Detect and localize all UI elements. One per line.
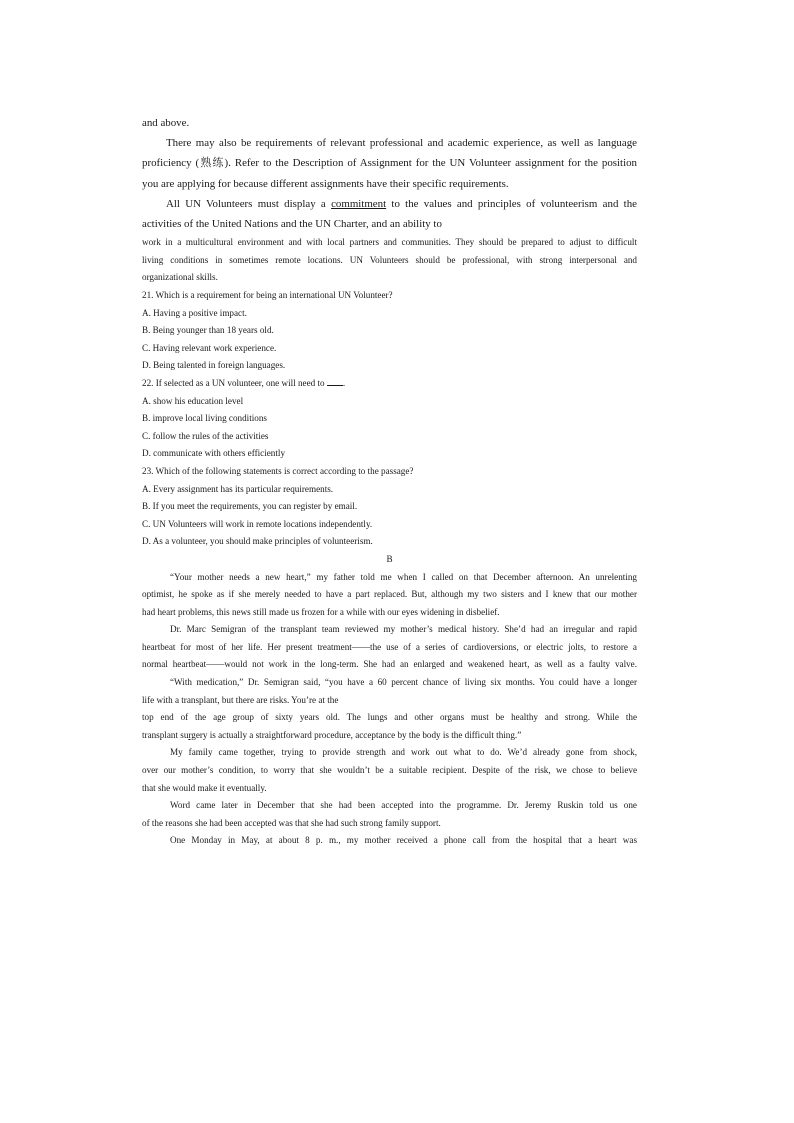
- answer-option: A. show his education level: [142, 395, 244, 406]
- paragraph-line: One Monday in May, at about 8 p. m., my mother received a phone call from the hospital that a heart was: [170, 835, 637, 846]
- paragraph-line: My family came together, trying to provide strength and work out what to do. We’d already gone from shock,: [170, 747, 637, 758]
- paragraph-line: organizational skills.: [142, 272, 218, 283]
- paragraph-line: “Your mother needs a new heart,” my father told me when I called on that December afternoon. An unrelenting: [170, 571, 637, 582]
- answer-option: C. Having relevant work experience.: [142, 342, 277, 353]
- paragraph-line: and above.: [142, 117, 190, 129]
- question-block: [142, 287, 637, 551]
- paragraph-line: Dr. Marc Semigran of the transplant team reviewed my mother’s medical history. She’d had an irregular and rapid: [170, 624, 637, 635]
- answer-option: C. UN Volunteers will work in remote locations independently.: [142, 518, 373, 529]
- answer-option: C. follow the rules of the activities: [142, 430, 269, 441]
- paragraph-line: you are applying for because different assignments have their specific requirements.: [142, 177, 509, 190]
- paragraph-line: had heart problems, this news still made us frozen for a while with our eyes widening in disbelief.: [142, 606, 500, 617]
- paragraph-line: normal heartbeat——would not work in the long-term. She had an enlarged and weakened heart, as well as a faulty valve.: [142, 659, 637, 670]
- paragraph-line: that she would make it eventually.: [142, 782, 267, 793]
- paragraph-line: [142, 194, 637, 214]
- answer-blank: [327, 377, 346, 388]
- paragraph-line: living conditions in sometimes remote locations. UN Volunteers should be professional, with strong interpersonal and: [142, 254, 637, 265]
- section-heading: B: [386, 553, 393, 564]
- text-span: .: [342, 377, 346, 388]
- text-span: 22. If selected as a UN volunteer, one will need to: [142, 377, 325, 388]
- answer-option: D. As a volunteer, you should make principles of volunteerism.: [142, 536, 373, 547]
- paragraph-line: [142, 727, 637, 745]
- text-span: transplant su: [142, 729, 189, 740]
- text-span: to the values and principles of volunteerism and the: [386, 197, 637, 210]
- question-stem: 21. Which is a requirement for being an international UN Volunteer?: [142, 290, 393, 300]
- answer-option: B. Being younger than 18 years old.: [142, 325, 274, 336]
- answer-option: D. communicate with others efficiently: [142, 448, 286, 459]
- question-stem: 23. Which of the following statements is correct according to the passage?: [142, 465, 414, 476]
- answer-option: D. Being talented in foreign languages.: [142, 360, 286, 371]
- passage-b: [142, 551, 637, 850]
- paragraph-line: work in a multicultural environment and with local partners and communities. They should be prepared to adjust to difficult: [142, 237, 637, 248]
- paragraph-line: activities of the United Nations and the UN Charter, and an ability to: [142, 218, 442, 231]
- answer-option: B. If you meet the requirements, you can register by email.: [142, 501, 358, 512]
- text-span: All UN Volunteers must display a: [166, 197, 332, 210]
- paragraph-line: of the reasons she had been accepted was that she had such strong family support.: [142, 817, 441, 828]
- paragraph-line: heartbeat for most of her life. Her present treatment——the use of a series of cardioversions, or electric jolts, to restore a: [142, 641, 637, 652]
- underlined-letters: rg: [188, 729, 196, 740]
- paragraph-line: Word came later in December that she had been accepted into the programme. Dr. Jeremy Ruskin told us one: [170, 800, 637, 811]
- passage-a: [142, 113, 637, 287]
- answer-option: B. improve local living conditions: [142, 413, 267, 424]
- paragraph-line: optimist, he spoke as if she merely needed to have a part replaced. But, although my two sisters and I knew that our mother: [142, 589, 637, 600]
- paragraph-line: life with a transplant, but there are risks. You’re at the: [142, 694, 339, 705]
- answer-option: A. Every assignment has its particular requirements.: [142, 483, 334, 494]
- paragraph-line: “With medication,” Dr. Semigran said, “you have a 60 percent chance of living six months. You could have a longer: [170, 677, 637, 688]
- text-span: ery is actually a straightforward procedure, acceptance by the body is the difficult thing.”: [195, 729, 522, 740]
- answer-option: A. Having a positive impact.: [142, 307, 247, 318]
- underlined-word: commitment: [331, 197, 387, 210]
- paragraph-line: over our mother’s condition, to worry that she wouldn’t be a suitable recipient. Despite of the risk, we chose to believe: [142, 765, 637, 776]
- paragraph-line: proficiency (熟练). Refer to the Description of Assignment for the UN Volunteer assignment for the position: [142, 157, 637, 170]
- paragraph-line: There may also be requirements of relevant professional and academic experience, as well as language: [166, 137, 637, 150]
- paragraph-line: top end of the age group of sixty years old. The lungs and other organs must be healthy and strong. While the: [142, 712, 637, 723]
- question-stem: [142, 375, 637, 393]
